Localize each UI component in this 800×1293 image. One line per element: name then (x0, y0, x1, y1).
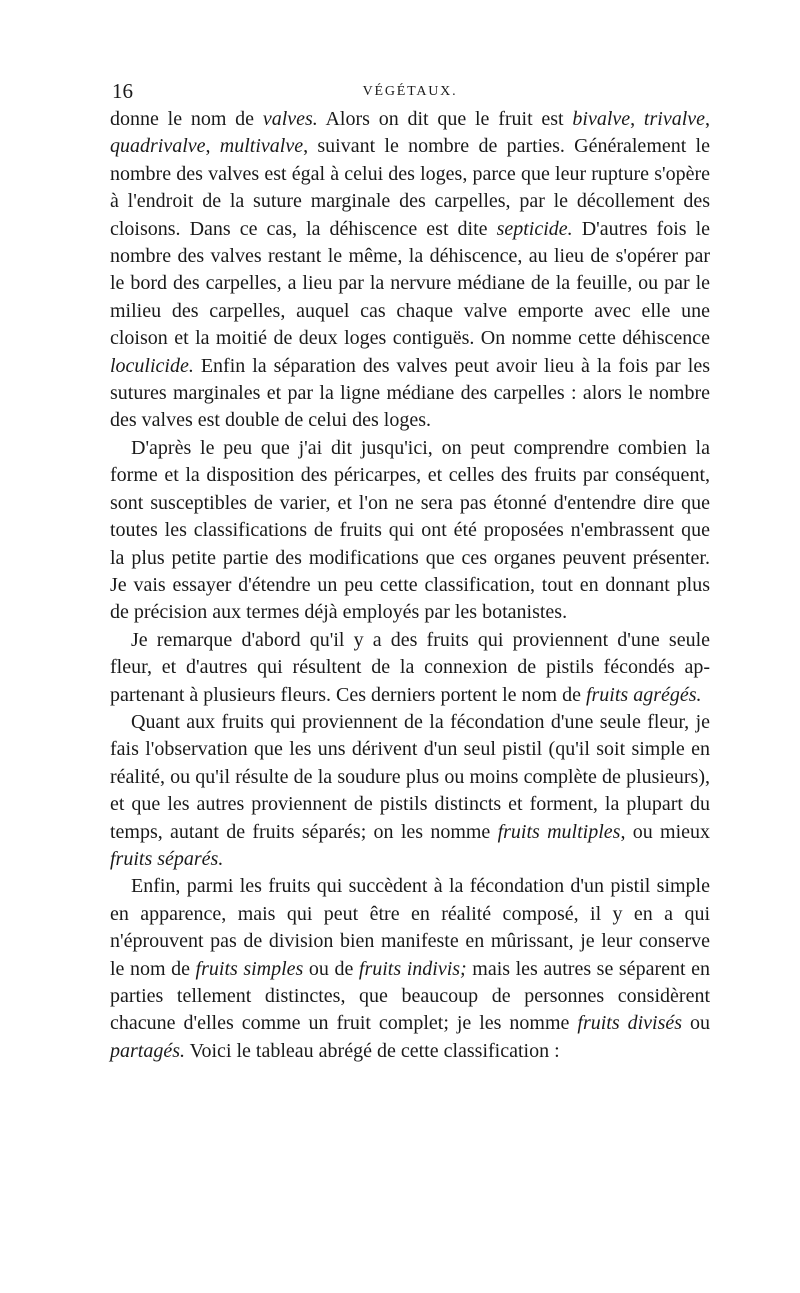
italic-term: quadrivalve (110, 135, 206, 158)
italic-term: fruits séparés. (110, 847, 224, 870)
italic-term: fruits divisés (577, 1012, 683, 1035)
text-run: ou de (303, 957, 359, 980)
paragraph-1 (110, 106, 710, 435)
text-run: , (705, 108, 711, 130)
italic-term: fruits indivis; (358, 957, 467, 980)
text-run: Enfin, parmi les fruits qui succèdent à la fécondation d'un pistil simple en apparence, mais qui peut être en réalité composé, il y en a qui n'éprouvent pas de division bien manifeste en mûrissant, je leur conserve le nom de (110, 875, 710, 980)
italic-term: septicide. (496, 217, 573, 240)
italic-term: fruits simples (195, 957, 304, 980)
text-run: donne le nom de (110, 108, 263, 130)
paragraph-5 (110, 873, 710, 1065)
italic-term: partagés. (110, 1039, 185, 1062)
page-number: 16 (112, 79, 133, 103)
text-run: D'autres fois le nombre des valves restant le même, la déhiscence, au lieu de s'opérer par le bord des carpelles, a lieu par la nervure médiane de la feuille, ou par le milieu des carpelles, auquel cas chaque valve emporte avec elle une cloison et la moitié de deux loges contiguës. On nomme cette déhiscence (110, 217, 710, 350)
text-run: D'après le peu que j'ai dit jusqu'ici, on peut comprendre combien la forme et la disposition des péricarpes, et celles des fruits par conséquent, sont susceptibles de varier, et l'on ne sera pas étonné d'entendre dire que toutes les classifications de fruits qui ont été proposées n'embrassent que la plus petite partie des modifications que ces organes peuvent présenter. Je vais essayer d'étendre un peu cette classification, tout en donnant plus de précision aux termes déjà employés par les botanistes. (110, 436, 710, 624)
italic-term: valves. (262, 108, 318, 130)
italic-term: fruits multiples (497, 820, 621, 843)
text-run: ou (682, 1012, 710, 1035)
paragraph-3 (110, 627, 710, 709)
running-title: VÉGÉTAUX. (362, 84, 458, 99)
text-run: Alors on dit que le fruit est (317, 108, 573, 130)
text-run: mais les autres se séparent en parties tellement distinctes, que beaucoup de personnes considèrent chacune d'elles comme un fruit complet; je les nomme (110, 957, 710, 1035)
text-run: , ou mieux (620, 820, 711, 843)
italic-term: multivalve (219, 135, 304, 158)
italic-term: fruits agrégés. (585, 683, 702, 706)
body-text (110, 106, 710, 1065)
italic-term: bivalve (572, 108, 631, 130)
paragraph-4 (110, 709, 710, 873)
text-run: Je remarque d'abord qu'il y a des fruits qui proviennent d'une seule fleur, et d'autres qui résultent de la connexion de pistils fécondés appartenant à plusieurs fleurs. Ces derniers portent le nom de (110, 628, 710, 706)
italic-term: loculicide. (110, 354, 194, 377)
paragraph-2 (110, 435, 710, 627)
text-run: , (630, 108, 644, 130)
text-run: , suivant le nombre de parties. Généralement le nombre des valves est égal à celui des loges, parce que leur rupture s'opère à l'endroit de la suture marginale des carpelles, par le décollement des cloisons. Dans ce cas, la déhiscence est dite (110, 135, 710, 240)
page-header (110, 78, 710, 106)
text-run: , (205, 135, 220, 158)
text-run: Enfin la séparation des valves peut avoir lieu à la fois par les sutures marginales et par la ligne médiane des carpelles : alors le nombre des valves est double de celui des loges. (110, 354, 710, 432)
text-run: Quant aux fruits qui proviennent de la fécondation d'une seule fleur, je fais l'observation que les uns dérivent d'un seul pistil (qu'il soit simple en réalité, ou qu'il résulte de la soudure plus ou moins complète de plusieurs), et que les autres proviennent de pistils distincts et forment, la plupart du temps, autant de fruits séparés; on les nomme (110, 710, 710, 843)
text-run: Voici le tableau abrégé de cette classification : (185, 1039, 560, 1062)
italic-term: trivalve (643, 108, 706, 130)
